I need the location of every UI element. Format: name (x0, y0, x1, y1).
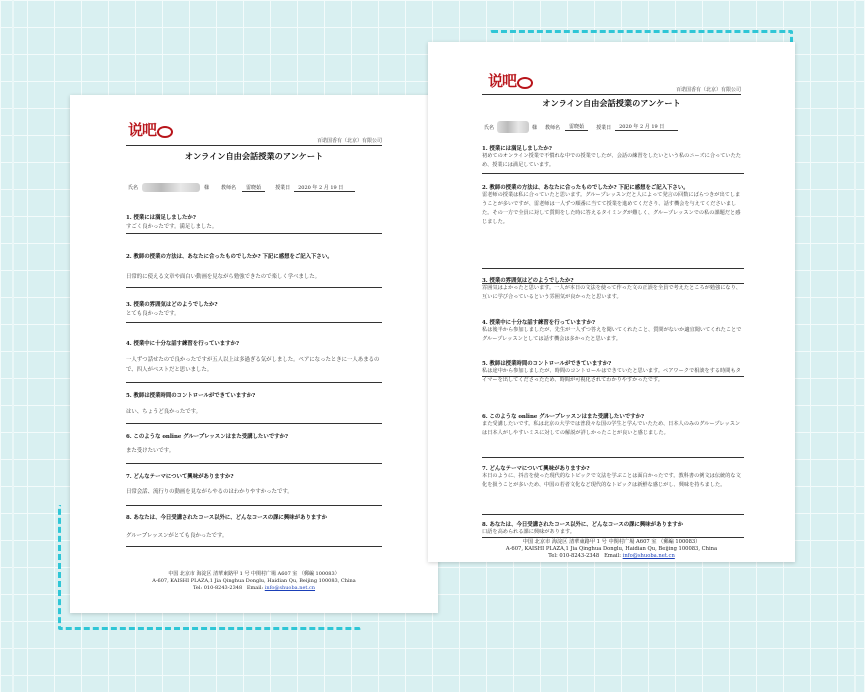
answer-line (482, 268, 744, 269)
document-title: オンライン自由会話授業のアンケート (542, 98, 681, 108)
question-8: 8. あなたは、今日受講されたコース以外に、どんなコースの課に興味がありますか 口語を高められる課に興味があります。 (482, 522, 684, 535)
teacher-name: 雷晓茹 (565, 123, 588, 131)
logo-swirl-icon (517, 77, 533, 89)
question-4: 4. 授業中に十分な話す練習を行っていますか? 私は後半から参加しましたが、先生が一人ずつ答えを聞いてくれたこと、質問がないか適宜聞いてくれたことでグループレッスンとしては話す機会は多かったと思います。 (482, 320, 742, 343)
phone-number: 010-8243-2348 (203, 584, 243, 591)
question-6: 6. このような online グループレッスンはまた受講したいですか? また受講したいです。私は北京の大学では普段々な国の学生と学んでいたため、日本人のみのグループレッスンは日本人がしやすいミスに対しての解説が詳しかったことが良いと感じました。 (482, 414, 741, 437)
answer-line (126, 505, 382, 506)
survey-sheet-left (70, 95, 438, 613)
answer-line (126, 423, 382, 424)
question-1: 1. 授業には満足しましたか? 初めてのオンライン授業で不慣れな中での授業でしたが、会話の練習をしたいという私のニーズに合っていたため、授業には満足しています。 (482, 146, 741, 169)
answer-line (482, 283, 744, 284)
shuoba-logo: 说吧 (128, 119, 173, 140)
shuoba-logo: 说吧 (488, 70, 533, 91)
question-1: 1. 授業には満足しましたか? すごく良かったです。満足しました。 (126, 215, 218, 230)
respondent-row: 氏名 様 教师名 雷晓茹 授業日 2020 年 2 月 19 日 (484, 121, 678, 133)
address-footer: 中国 北京市 海淀区 清華東路甲 1 号 中関村广場 A607 室 （郵編 100083） A-607, KAISHI PLAZA,1 Jia Qinghua Donglu, Haidian Qu, Beijing 100083, China Tel: 010-8243-2348 Email: info@shuoba.net.cn (152, 571, 356, 591)
respondent-row: 氏名 様 教师名 雷晓茹 授業日 2020 年 2 月 19 日 (128, 183, 355, 192)
lesson-date: 2020 年 2 月 19 日 (615, 123, 678, 131)
answer-line (126, 382, 382, 383)
question-5: 5. 教師は授業時間のコントロールができていますか? 私は途中から参加しましたが、時間のコントロールはできていたと思います。ペアワークで相談をする時間もタイマーを出してくださったため、時間が可視化されてわかりやすかったです。 (482, 361, 741, 384)
redacted-name (142, 183, 200, 192)
question-2: 2. 教師の授業の方法は、あなたに合ったものでしたか? 下記に感想をご記入下さい。 雷老师の授業は私に合っていたと思います。グループレッスンだと人によって発言の回数にばらつきが出てしまうことが多いですが、雷老师は一人ずつ順番に当てて授業を進めてくださり、話す機会を与えてくださいました。その一方で全員に対して質問をした時に答えるタイミングが難しく、グループレッスンでの私の課題だと感じました。 (482, 185, 741, 226)
phone-number: 010-8243-2348 (559, 553, 600, 560)
company-name: 百诺国香有（北京）有限公司 (675, 87, 741, 93)
question-3: 3. 授業の雰囲気はどのようでしたか? 雰囲気はよかったと思います。一人が本日の文法を使って作った文の正誤を全員で考えたところが勉強になり、互いに学び合っているという雰囲気が良かったと思います。 (482, 278, 741, 301)
survey-sheet-right (428, 42, 795, 562)
logo-swirl-icon (157, 126, 173, 138)
question-5: 5. 教師は授業時間のコントロールができていますか? はい、ちょうど良かったです。 (126, 393, 256, 415)
teacher-name: 雷晓茹 (242, 184, 265, 192)
email-link[interactable]: info@shuoba.net.cn (622, 553, 675, 560)
answer-line (126, 322, 382, 323)
answer-line (482, 514, 744, 515)
header-rule (126, 145, 382, 146)
document-title: オンライン自由会話授業のアンケート (184, 151, 324, 161)
question-4: 4. 授業中に十分な話す練習を行っていますか? 一人ずつ話せたので良かったですが五人以上は多過ぎる気がしました。ペアになったときに一人あまるので、四人がベストだと思いました。 (126, 341, 380, 373)
answer-line (126, 546, 382, 547)
answer-line (482, 173, 744, 174)
header-rule (482, 94, 741, 95)
company-name: 百诺国香有（北京）有限公司 (316, 138, 382, 144)
question-7: 7. どんなテーマについて興味がありますか? 本日のように、抖音を使った現代的なトピックで文法を学ぶことは面白かったです。教科書の例文は伝統的な文化を扱うことが多いため、中国の若者文化など現代的なトピックは新鮮な感じがし、興味を持ちました。 (482, 466, 741, 489)
answer-line (482, 537, 744, 538)
address-footer: 中国 北京市 海淀区 清華東路甲 1 号 中関村广場 A607 室 （郵編 100083） A-607, KAISHI PLAZA,1 Jia Qinghua Donglu, Haidian Qu, Beijing 100083, China Tel: 010-8243-2348 Email: info@shuoba.net.cn (505, 539, 718, 560)
question-7: 7. どんなテーマについて興味がありますか? 日常会話、流行りの動画を見ながらやるのはわかりやすかったです。 (126, 474, 293, 495)
question-8: 8. あなたは、今日受講されたコース以外に、どんなコースの課に興味がありますか グループレッスンがとても良かったです。 (126, 515, 328, 539)
answer-line (482, 376, 744, 377)
question-3: 3. 授業の雰囲気はどのようでしたか? とても良かったです。 (126, 302, 218, 317)
answer-line (126, 463, 382, 464)
answer-line (126, 233, 382, 234)
answer-line (126, 287, 382, 288)
email-link[interactable]: info@shuoba.net.cn (264, 584, 316, 591)
answer-line (482, 457, 744, 458)
question-2: 2. 教師の授業の方法は、あなたに合ったものでしたか? 下記に感想をご記入下さい。 日常的に使える文章や面白い動画を見ながら勉強できたので楽しく学べました。 (126, 254, 333, 280)
lesson-date: 2020 年 2 月 19 日 (294, 184, 355, 192)
question-6: 6. このような online グループレッスンはまた受講したいですか? また受けたいです。 (126, 434, 289, 454)
redacted-name (497, 121, 529, 133)
